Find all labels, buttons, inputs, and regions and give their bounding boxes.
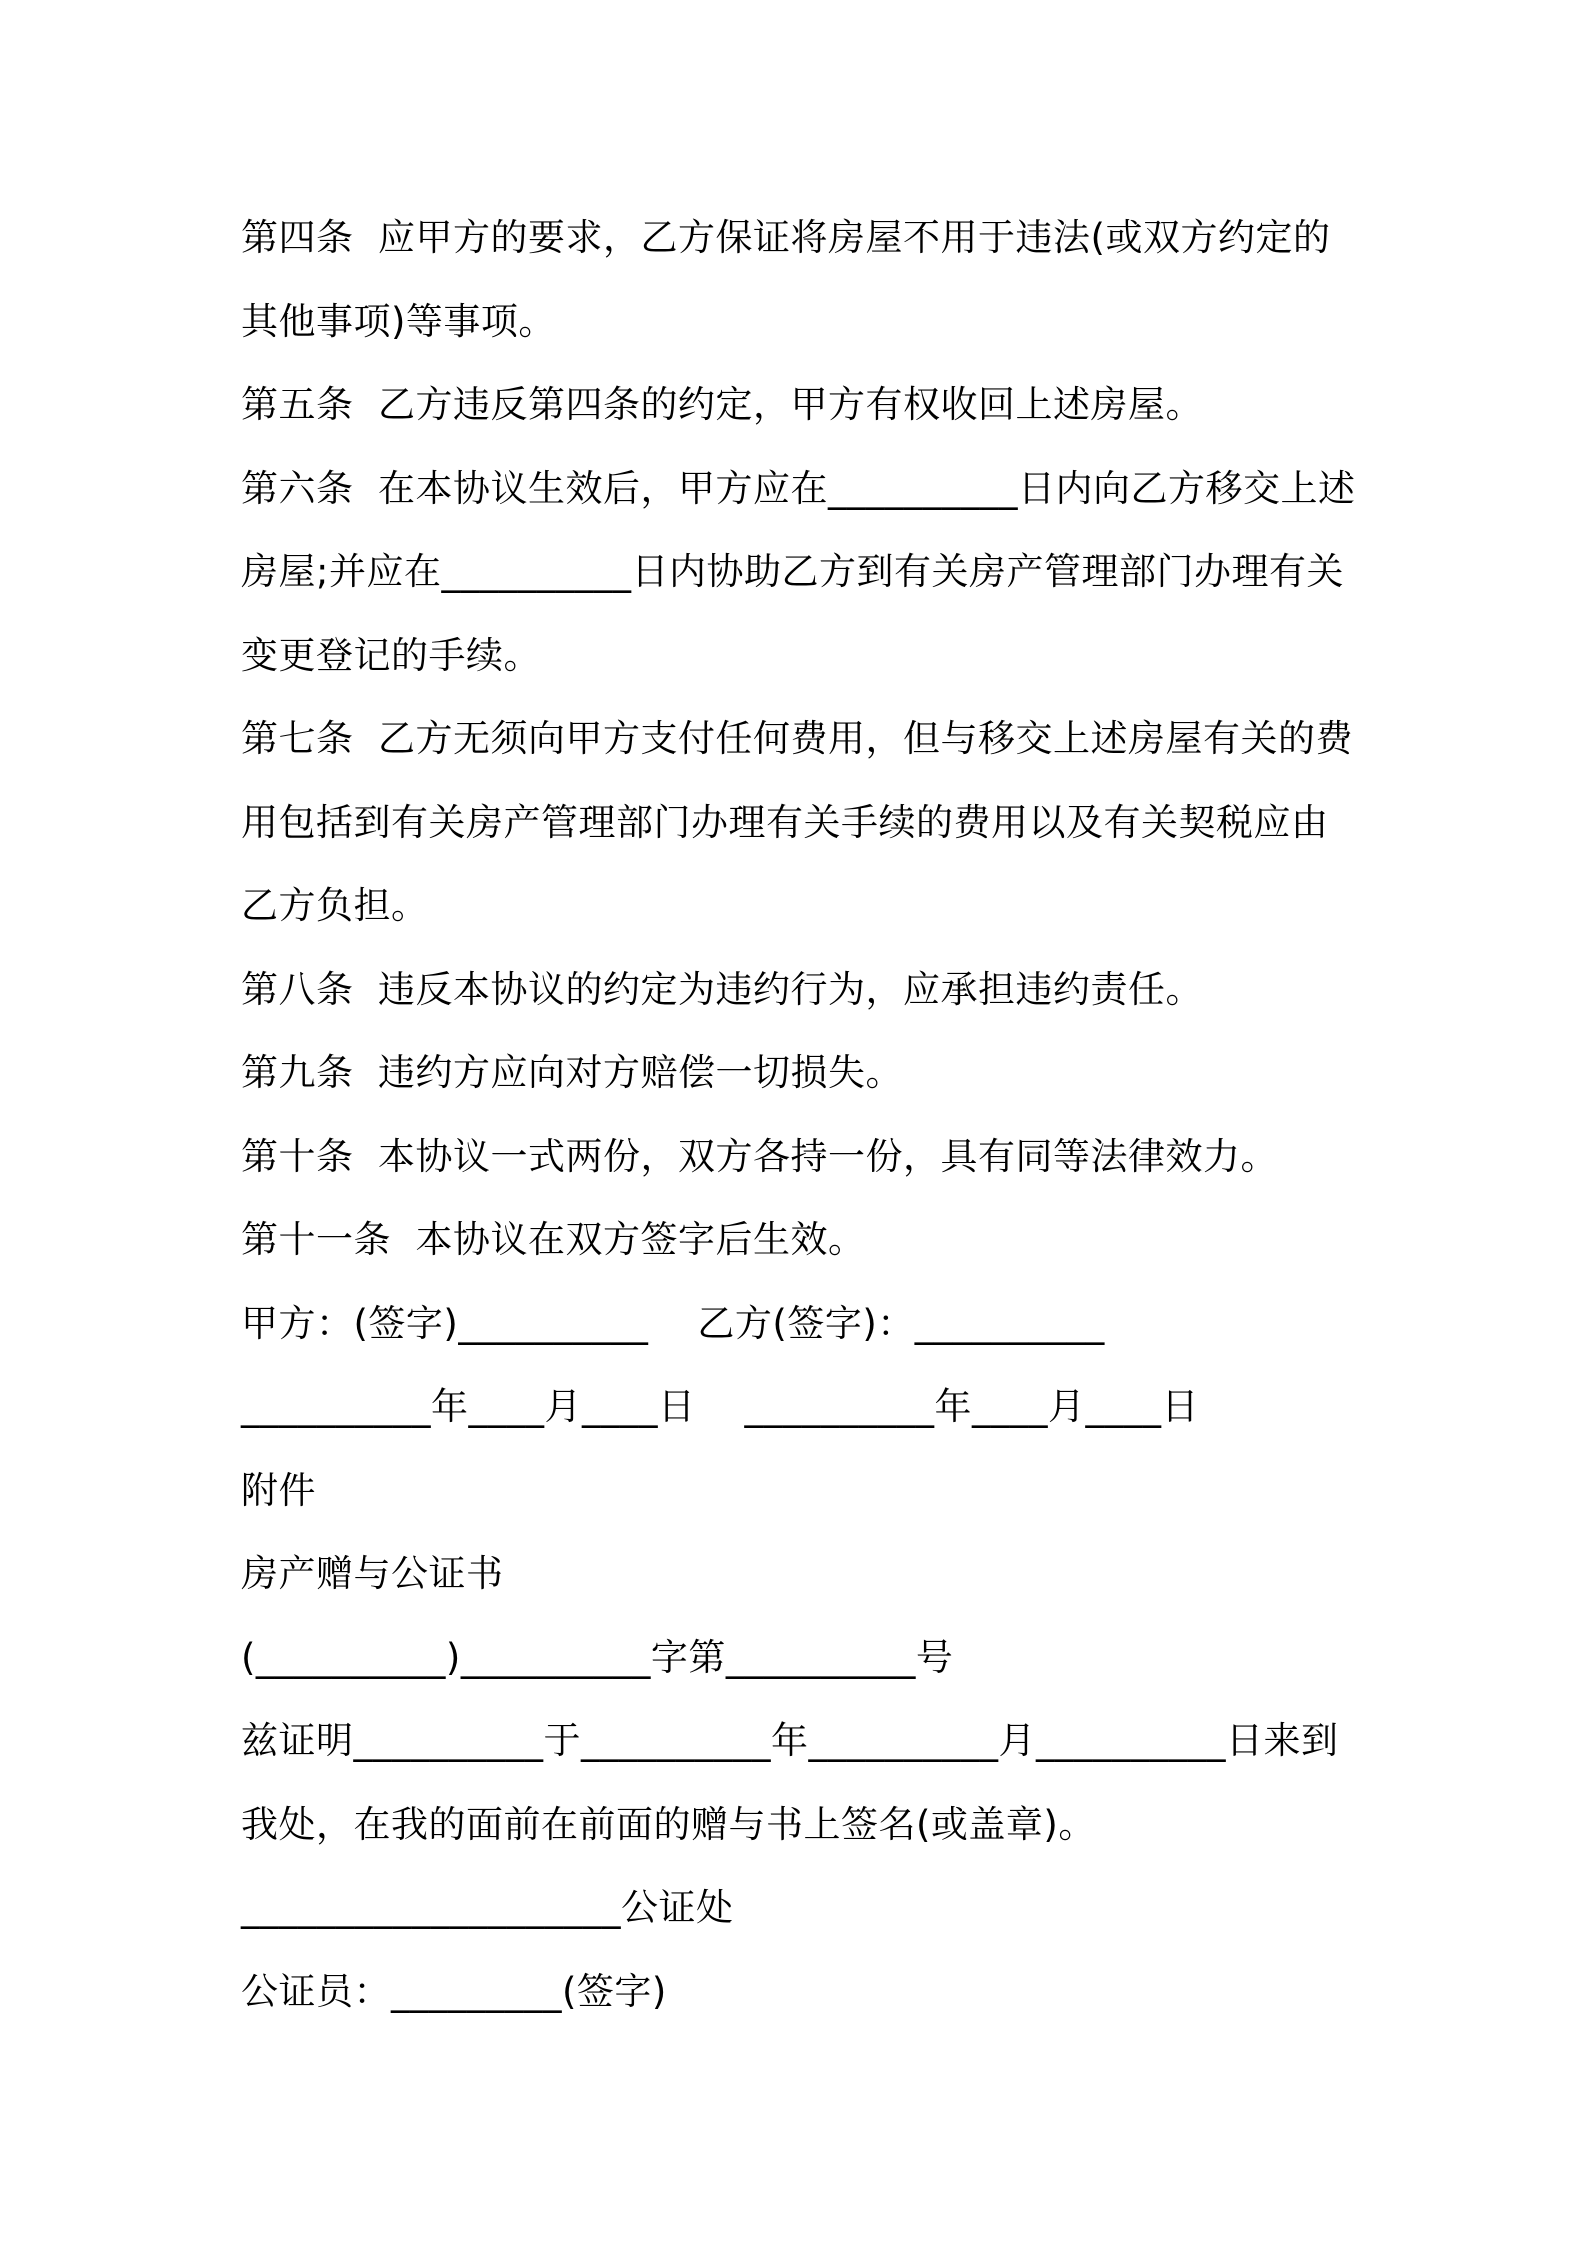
article-7: 第七条 乙方无须向甲方支付任何费用，但与移交上述房屋有关的费用包括到有关房产管理部门办理有关手续的费用以及有关契税应由乙方负担。	[241, 717, 1354, 927]
article-4: 第四条 应甲方的要求，乙方保证将房屋不用于违法(或双方约定的其他事项)等事项。	[241, 216, 1331, 343]
article-8: 第八条 违反本协议的约定为违约行为，应承担违约责任。	[241, 967, 1204, 1011]
notary-statement: 兹证明__________于__________年__________月__________日来到我处，在我的面前在前面的赠与书上签名(或盖章)。	[241, 1719, 1339, 1846]
notary-office: ____________________公证处	[241, 1886, 734, 1929]
notary-number: (__________)__________字第__________号	[241, 1635, 954, 1679]
notary-title: 房产赠与公证书	[241, 1552, 504, 1595]
article-11: 第十一条 本协议在双方签字后生效。	[241, 1218, 866, 1261]
article-6: 第六条 在本协议生效后，甲方应在__________日内向乙方移交上述房屋;并应在__________日内协助乙方到有关房产管理部门办理有关变更登记的手续。	[241, 466, 1356, 677]
signature-line: 甲方：(签字)__________ 乙方(签字)：__________	[241, 1301, 1105, 1345]
article-9: 第九条 违约方应向对方赔偿一切损失。	[241, 1051, 904, 1094]
notary-officer: 公证员：_________(签字)	[241, 1969, 667, 2013]
document-body	[241, 196, 1361, 2033]
attachment-label: 附件	[241, 1468, 316, 1512]
date-line: __________年____月____日 __________年____月____日	[241, 1385, 1200, 1428]
article-5: 第五条 乙方违反第四条的约定，甲方有权收回上述房屋。	[241, 383, 1204, 426]
article-10: 第十条 本协议一式两份，双方各持一份，具有同等法律效力。	[241, 1134, 1279, 1178]
